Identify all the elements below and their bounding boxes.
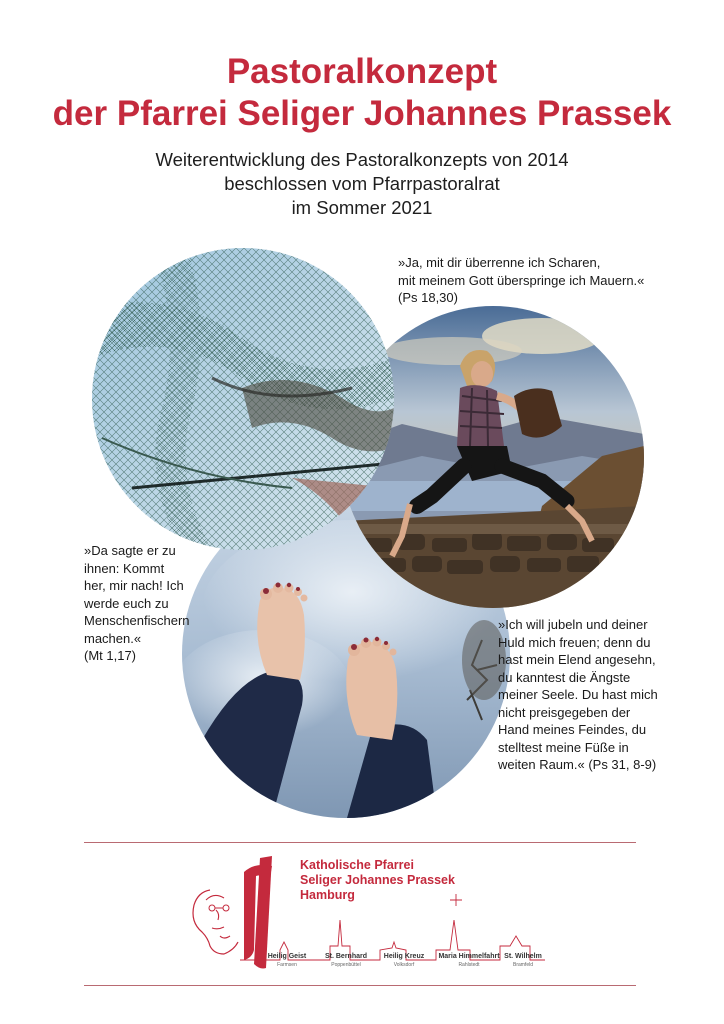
quote-line: (Ps 18,30) bbox=[398, 290, 458, 305]
quote-line: ihnen: Kommt bbox=[84, 560, 165, 576]
page-title-line1: Pastoralkonzept bbox=[226, 52, 498, 91]
quote-line: werde euch zu bbox=[84, 595, 169, 611]
quote-line: hast mein Elend angesehn, bbox=[498, 652, 656, 667]
quote-bottom-right bbox=[498, 616, 658, 774]
quote-line: Huld mich freuen; denn du bbox=[498, 634, 651, 650]
parish-logo bbox=[180, 850, 560, 980]
quote-line: weiten Raum.« (Ps 31, 8-9) bbox=[498, 757, 657, 772]
church-label-maria-himmelfahrt bbox=[436, 953, 502, 969]
divider-top bbox=[84, 842, 636, 843]
church-place: Volksdorf bbox=[393, 962, 415, 968]
church-name: Maria Himmelfahrt bbox=[438, 953, 500, 960]
church-place: Farmsen bbox=[277, 962, 297, 968]
jumping-woman-photo bbox=[342, 306, 644, 608]
church-name: Heilig Geist bbox=[267, 953, 307, 960]
quote-line: »Ich will jubeln und deiner bbox=[498, 617, 648, 632]
logo-line2: Seliger Johannes Prassek bbox=[300, 873, 455, 887]
quote-line: her, mir nach! Ich bbox=[84, 578, 184, 593]
quote-line: mit meinem Gott überspringe ich Mauern.« bbox=[398, 272, 645, 288]
page-title-line2: der Pfarrei Seliger Johannes Prassek bbox=[52, 94, 672, 133]
church-label-st-bernhard bbox=[318, 953, 374, 969]
quote-line: machen.« bbox=[84, 630, 142, 646]
quote-line: Menschenfischern bbox=[84, 613, 190, 628]
subtitle-line2: beschlossen vom Pfarrpastoralrat bbox=[224, 173, 500, 194]
logo-line1: Katholische Pfarrei bbox=[300, 858, 414, 872]
church-place: Rahlstedt bbox=[458, 962, 480, 968]
net-photo bbox=[92, 248, 394, 550]
subtitle-line1: Weiterentwicklung des Pastoralkonzepts von 2014 bbox=[155, 149, 569, 170]
church-place: Bramfeld bbox=[512, 962, 533, 968]
church-label-st-wilhelm bbox=[498, 953, 548, 969]
quote-line: Hand meines Feindes, du bbox=[498, 722, 647, 737]
church-label-heilig-kreuz bbox=[378, 953, 430, 969]
church-place: Poppenbüttel bbox=[331, 962, 361, 968]
church-label-heilig-geist bbox=[262, 953, 312, 969]
logo-line3: Hamburg bbox=[300, 888, 355, 902]
quote-line: »Da sagte er zu bbox=[84, 543, 176, 558]
quote-line: meiner Seele. Du hast mich bbox=[498, 687, 658, 702]
quote-line: stelltest meine Füße in bbox=[498, 739, 629, 755]
subtitle-line3: im Sommer 2021 bbox=[291, 197, 433, 218]
quote-line: (Mt 1,17) bbox=[84, 648, 137, 663]
divider-bottom bbox=[84, 985, 636, 986]
quote-top-right bbox=[398, 254, 644, 307]
quote-left bbox=[84, 542, 190, 665]
quote-line: du kanntest die Ängste bbox=[498, 669, 631, 685]
quote-line: »Ja, mit dir überrenne ich Scharen, bbox=[398, 255, 601, 270]
quote-line: nicht preisgegeben der bbox=[498, 704, 631, 720]
church-name: St. Wilhelm bbox=[504, 953, 542, 960]
church-name: St. Bernhard bbox=[324, 953, 367, 960]
church-name: Heilig Kreuz bbox=[383, 953, 425, 960]
